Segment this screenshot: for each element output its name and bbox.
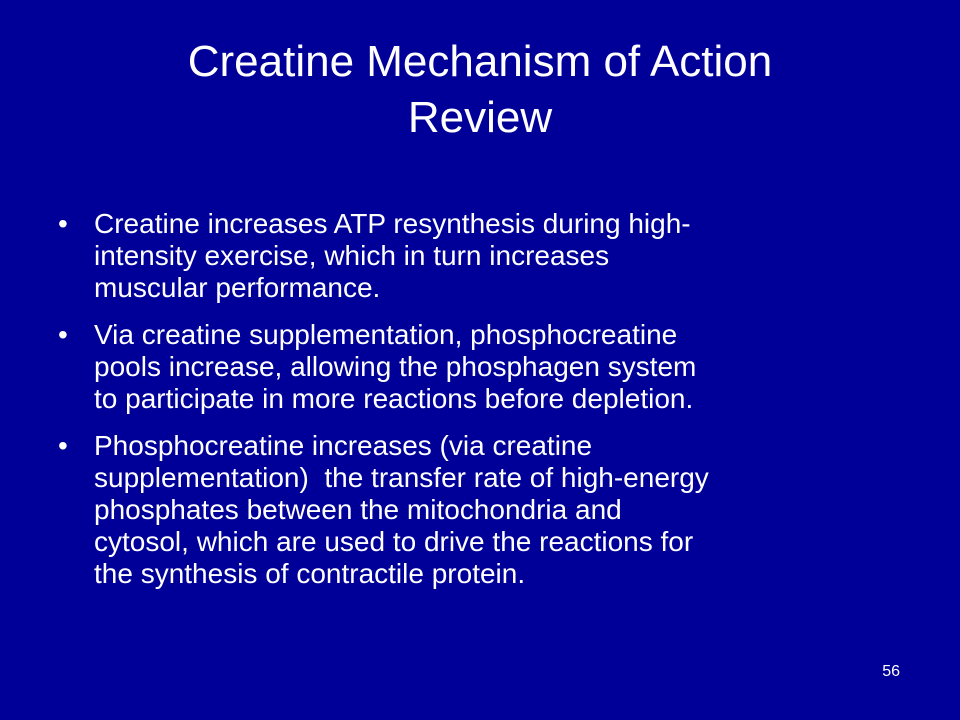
bullet-3-line-1: Phosphocreatine increases (via creatine	[94, 430, 593, 461]
bullet-marker: •	[58, 430, 68, 461]
bullet-3-line-5: the synthesis of contractile protein.	[94, 558, 526, 589]
bullet-1-line-1: Creatine increases ATP resynthesis during high-	[94, 208, 691, 239]
slide-title-line-2: Review	[407, 93, 553, 142]
slide-title-line-1: Creatine Mechanism of Action	[187, 37, 773, 86]
bullet-1-line-3: muscular performance.	[94, 272, 381, 303]
slide-title	[60, 34, 900, 146]
bullet-3-line-4: cytosol, which are used to drive the reactions for	[94, 526, 694, 557]
bullet-marker: •	[58, 319, 68, 350]
bullet-item-2	[58, 319, 878, 415]
bullet-1-line-2: intensity exercise, which in turn increases	[94, 240, 610, 271]
bullet-list	[58, 208, 878, 605]
bullet-item-3	[58, 430, 878, 590]
page-number: 56	[882, 663, 900, 680]
bullet-item-1	[58, 208, 878, 304]
bullet-3-line-3: phosphates between the mitochondria and	[94, 494, 622, 525]
bullet-2-line-1: Via creatine supplementation, phosphocreatine	[94, 319, 678, 350]
bullet-3-line-2: supplementation) the transfer rate of high-energy	[94, 462, 709, 493]
bullet-marker: •	[58, 208, 68, 239]
bullet-2-line-2: pools increase, allowing the phosphagen system	[94, 351, 697, 382]
bullet-2-line-3: to participate in more reactions before depletion.	[94, 383, 694, 414]
